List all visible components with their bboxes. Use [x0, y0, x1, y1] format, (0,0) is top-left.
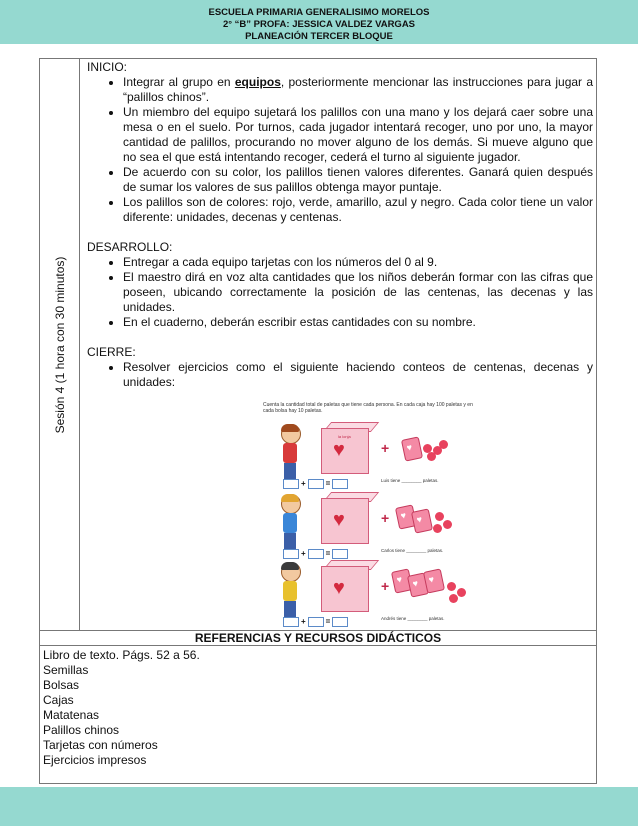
answer-boxes: + = [283, 613, 348, 622]
candy-bag-icon [411, 508, 433, 533]
desarrollo-list [87, 255, 593, 330]
heart-icon: ♥ [333, 577, 345, 599]
document-header [0, 7, 638, 43]
reference-item: Semillas [43, 663, 89, 677]
answer-boxes: + = [283, 545, 348, 554]
candy-icon [439, 440, 448, 449]
plus-icon: + [381, 440, 390, 456]
answer-boxes: + = [283, 475, 348, 484]
candy-bag-icon [401, 436, 423, 461]
worksheet-row [263, 560, 483, 626]
candy-icon [457, 588, 466, 597]
box-label: la lonja [338, 434, 351, 439]
worksheet-row [263, 492, 483, 558]
cierre-list [87, 360, 593, 390]
reference-item: Libro de texto. Págs. 52 a 56. [43, 648, 200, 662]
bottom-color-band [0, 787, 638, 826]
teacher-line: 2° “B” PROFA: JESSICA VALDEZ VARGAS [222, 19, 416, 30]
list-item: • En el cuaderno, deberán escribir estas cantidades con su nombre. [123, 315, 593, 330]
candy-icon [447, 582, 456, 591]
answer-line: Carlos tiene ________ paletas. [381, 548, 444, 553]
cierre-title: CIERRE: [87, 345, 136, 359]
inicio-list [87, 75, 593, 225]
list-item: • Un miembro del equipo sujetará los palillos con una mano y los dejará caer sobre una mesa o en el suelo. Por turnos, cada jugador intentará recoger, uno por uno, la mayor cantidad de palillos, procurando no mover alguno de los demás. Si mueve alguno que no sea el que está intentando recoger, cederá el turno al siguiente jugador. [123, 105, 593, 165]
list-item: • Entregar a cada equipo tarjetas con los números del 0 al 9. [123, 255, 593, 270]
candy-icon [435, 512, 444, 521]
reference-item: Ejercicios impresos [43, 753, 147, 767]
plus-icon: + [381, 578, 390, 594]
plus-icon: + [381, 510, 390, 526]
candy-icon [427, 452, 436, 461]
reference-item: Bolsas [43, 678, 80, 692]
boy-illustration [277, 494, 303, 552]
answer-line: Andrés tiene ________ paletas. [381, 616, 445, 621]
school-name: ESCUELA PRIMARIA GENERALISIMO MORELOS [208, 7, 430, 18]
equipos-emphasis: equipos [234, 75, 281, 89]
boy-illustration [277, 562, 303, 620]
worksheet-image [263, 402, 483, 626]
session-label: Sesión 4 (1 hora con 30 minutos) [53, 256, 67, 434]
list-item: • De acuerdo con su color, los palillos tienen valores diferentes. Ganará quien después de sumar los valores de sus palillos obtenga mayor puntaje. [123, 165, 593, 195]
heart-icon: ♥ [333, 439, 345, 461]
reference-item: Tarjetas con números [43, 738, 158, 752]
boy-illustration [277, 424, 303, 482]
answer-line: Luis tiene ________ paletas. [381, 478, 439, 483]
references-list [43, 648, 200, 768]
candy-box-icon [321, 566, 369, 612]
worksheet-instruction: Cuenta la cantidad total de paletas que tiene cada persona. En cada caja hay 100 paletas y en cada bolsa hay 10 paletas. [263, 402, 473, 414]
candy-icon [433, 524, 442, 533]
heart-icon: ♥ [333, 509, 345, 531]
list-item: • El maestro dirá en voz alta cantidades que los niños deberán formar con las cifras que poseen, ubicando correctamente la posición de las centenas, las decenas y las unidades. [123, 270, 593, 315]
worksheet-row [263, 422, 483, 488]
list-item: • Resolver ejercicios como el siguiente haciendo conteos de centenas, decenas y unidades: [123, 360, 593, 390]
candy-bag-icon [423, 568, 445, 593]
candy-icon [449, 594, 458, 603]
plan-title: PLANEACIÓN TERCER BLOQUE [245, 31, 393, 42]
reference-item: Palillos chinos [43, 723, 120, 737]
candy-icon [443, 520, 452, 529]
reference-item: Matatenas [43, 708, 100, 722]
references-title: REFERENCIAS Y RECURSOS DIDÁCTICOS [39, 630, 597, 646]
list-item: • Integrar al grupo en equipos, posteriormente mencionar las instrucciones para jugar a “palillos chinos”. [123, 75, 593, 105]
session-content [87, 60, 593, 390]
reference-item: Cajas [43, 693, 74, 707]
desarrollo-title: DESARROLLO: [87, 240, 173, 254]
inicio-title: INICIO: [87, 60, 128, 74]
list-item: • Los palillos son de colores: rojo, verde, amarillo, azul y negro. Cada color tiene un valor diferente: unidades, decenas y centenas. [123, 195, 593, 225]
candy-box-icon [321, 498, 369, 544]
